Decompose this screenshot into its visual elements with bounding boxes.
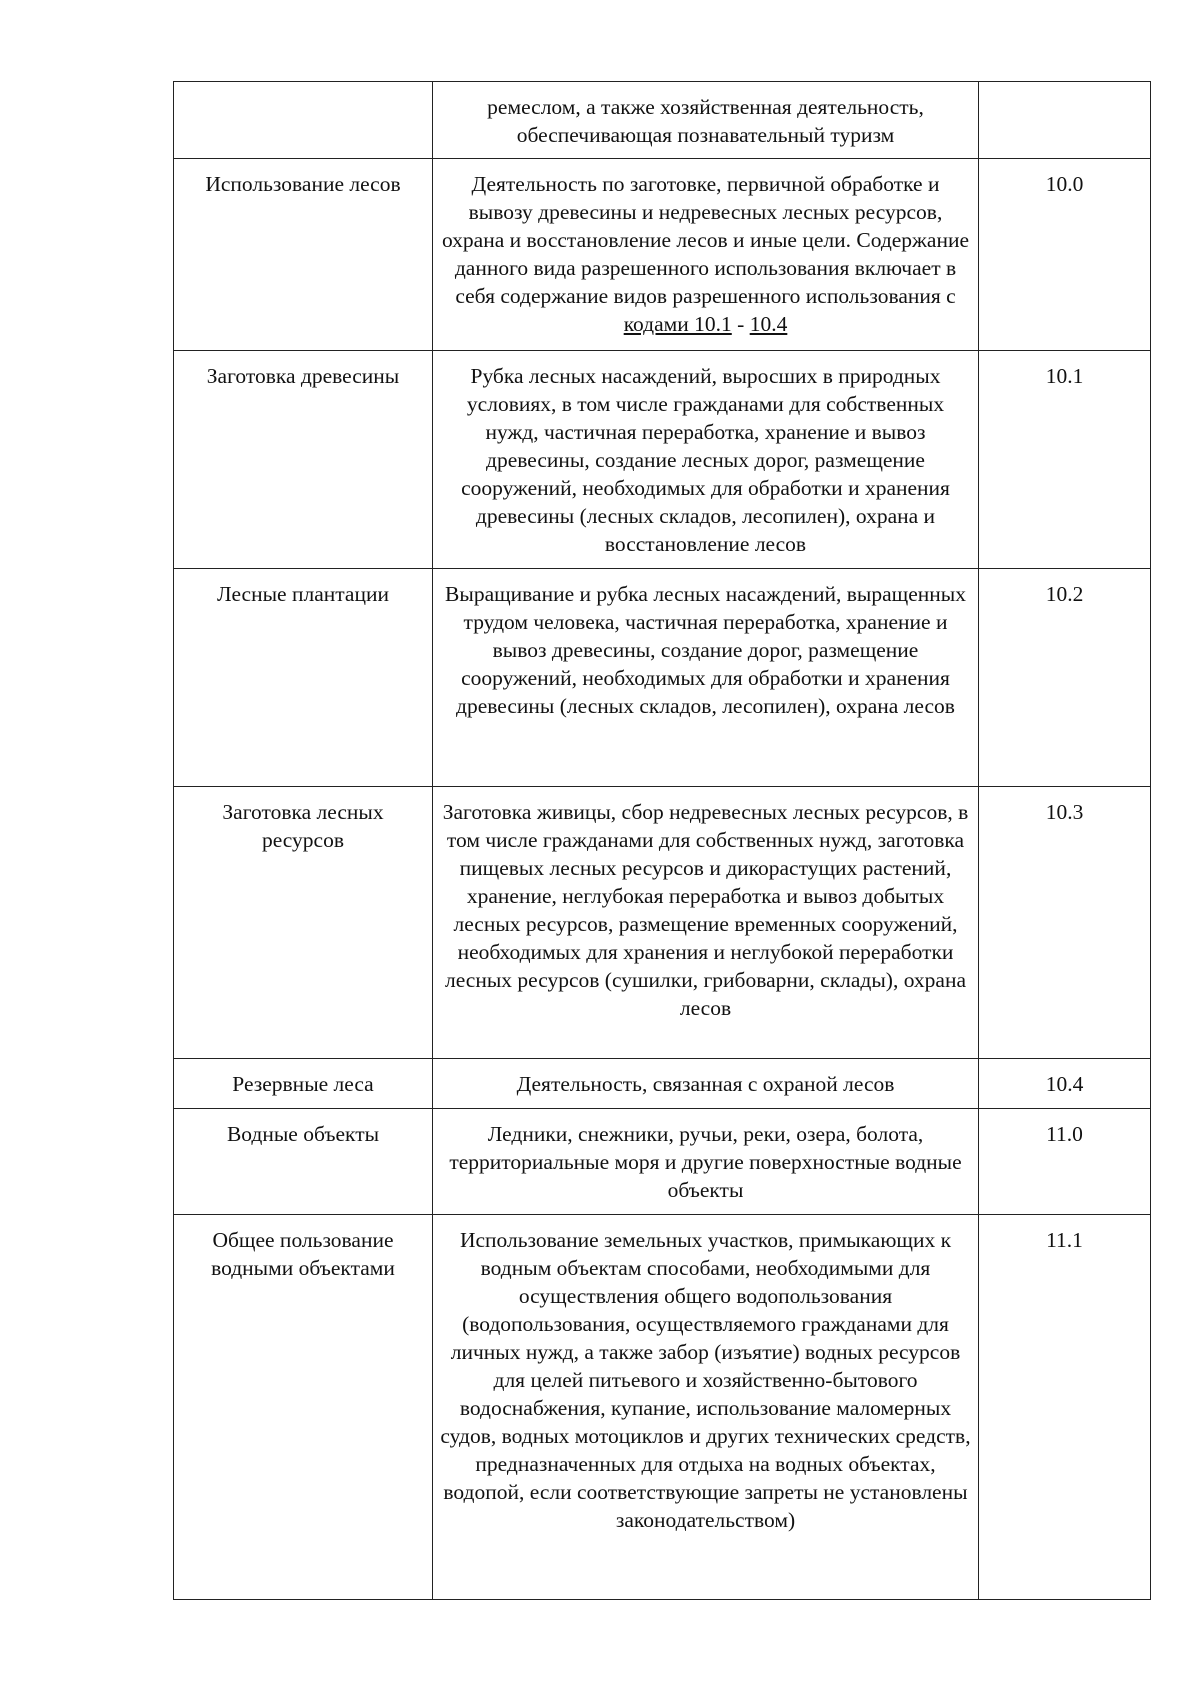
use-name-cell: Заготовка лесных ресурсов bbox=[174, 787, 433, 1059]
table-row bbox=[174, 159, 1151, 351]
use-code-cell: 10.1 bbox=[979, 351, 1151, 569]
use-name-cell: Водные объекты bbox=[174, 1109, 433, 1215]
use-name-cell: Использование лесов bbox=[174, 159, 433, 351]
use-code-cell: 11.0 bbox=[979, 1109, 1151, 1215]
use-description-cell: Ледники, снежники, ручьи, реки, озера, болота, территориальные моря и другие поверхностные водные объекты bbox=[433, 1109, 979, 1215]
use-code-cell bbox=[979, 82, 1151, 159]
table-row bbox=[174, 1109, 1151, 1215]
use-description-cell: ремеслом, а также хозяйственная деятельность, обеспечивающая познавательный туризм bbox=[433, 82, 979, 159]
use-description-cell: Использование земельных участков, примыкающих к водным объектам способами, необходимыми для осуществления общего водопользования (водопользования, осуществляемого гражданами для личных нужд, а также забор (изъятие) водных ресурсов для целей питьевого и хозяйственно-бытового водоснабжения, купание, использование маломерных судов, водных мотоциклов и других технических средств, предназначенных для отдыха на водных объектах, водопой, если соответствующие запреты не установлены законодательством) bbox=[433, 1215, 979, 1600]
use-code-cell: 10.2 bbox=[979, 569, 1151, 787]
code-range-separator: - bbox=[731, 312, 750, 336]
use-code-cell: 10.3 bbox=[979, 787, 1151, 1059]
use-name-cell: Лесные плантации bbox=[174, 569, 433, 787]
document-page bbox=[173, 81, 1150, 1600]
use-code-cell: 10.0 bbox=[979, 159, 1151, 351]
table-row bbox=[174, 1215, 1151, 1600]
use-description-cell: Рубка лесных насаждений, выросших в природных условиях, в том числе гражданами для собственных нужд, частичная переработка, хранение и вывоз древесины, создание лесных дорог, размещение сооружений, необходимых для обработки и хранения древесины (лесных складов, лесопилен), охрана и восстановление лесов bbox=[433, 351, 979, 569]
use-description-cell: Выращивание и рубка лесных насаждений, выращенных трудом человека, частичная переработка, хранение и вывоз древесины, создание дорог, размещение сооружений, необходимых для обработки и хранения древесины (лесных складов, лесопилен), охрана лесов bbox=[433, 569, 979, 787]
use-code-cell: 11.1 bbox=[979, 1215, 1151, 1600]
table-row bbox=[174, 787, 1151, 1059]
use-name-cell: Резервные леса bbox=[174, 1059, 433, 1109]
table-row bbox=[174, 569, 1151, 787]
use-name-cell bbox=[174, 82, 433, 159]
use-name-cell: Заготовка древесины bbox=[174, 351, 433, 569]
table-row bbox=[174, 351, 1151, 569]
table-row bbox=[174, 82, 1151, 159]
use-description-cell: Заготовка живицы, сбор недревесных лесных ресурсов, в том числе гражданами для собственных нужд, заготовка пищевых лесных ресурсов и дикорастущих растений, хранение, неглубокая переработка и вывоз добытых лесных ресурсов, размещение временных сооружений, необходимых для хранения и неглубокой переработки лесных ресурсов (сушилки, грибоварни, склады), охрана лесов bbox=[433, 787, 979, 1059]
code-link-10-1[interactable]: кодами 10.1 bbox=[623, 312, 732, 336]
land-use-table bbox=[173, 81, 1151, 1600]
table-row bbox=[174, 1059, 1151, 1109]
use-name-cell: Общее пользование водными объектами bbox=[174, 1215, 433, 1600]
code-link-10-4[interactable]: 10.4 bbox=[749, 312, 788, 336]
use-description-text: Деятельность по заготовке, первичной обработке и вывозу древесины и недревесных лесных ресурсов, охрана и восстановление лесов и иные цели. Содержание данного вида разрешенного использования включает в себя содержание видов разрешенного использования с bbox=[441, 172, 970, 308]
use-description-cell: Деятельность, связанная с охраной лесов bbox=[433, 1059, 979, 1109]
use-description-cell bbox=[433, 159, 979, 351]
use-code-cell: 10.4 bbox=[979, 1059, 1151, 1109]
